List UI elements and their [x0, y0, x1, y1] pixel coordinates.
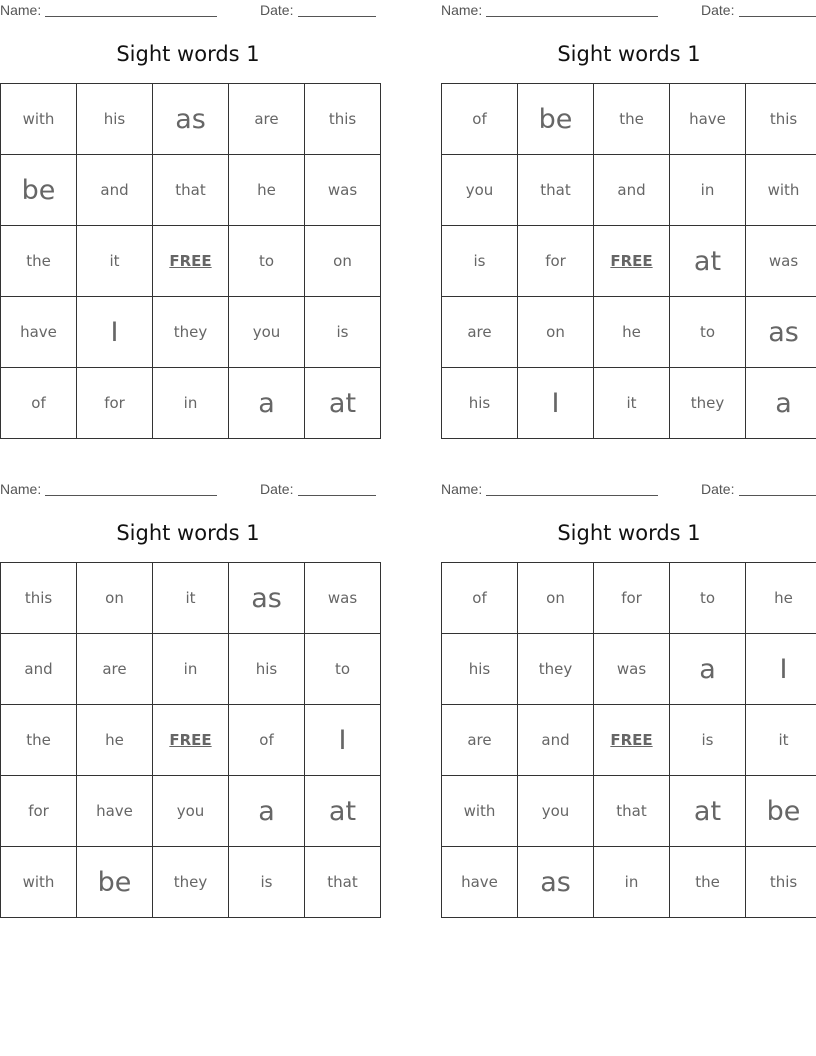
grid-row: [1, 226, 381, 297]
grid-cell: a: [229, 776, 305, 847]
grid-cell: his: [229, 634, 305, 705]
grid-cell: was: [305, 563, 381, 634]
grid-cell: you: [442, 155, 518, 226]
grid-cell: of: [229, 705, 305, 776]
name-date-header: [441, 0, 816, 22]
name-label: Name:: [0, 481, 42, 497]
grid-cell: you: [229, 297, 305, 368]
grid-cell: in: [153, 634, 229, 705]
grid-cell: his: [442, 368, 518, 439]
grid-cell: his: [442, 634, 518, 705]
card-title: Sight words 1: [557, 521, 701, 545]
name-label: Name:: [441, 2, 483, 18]
grid-cell: and: [77, 155, 153, 226]
grid-cell: it: [594, 368, 670, 439]
grid-cell: I: [746, 634, 816, 705]
grid-cell: that: [153, 155, 229, 226]
bingo-card-3: [0, 479, 376, 919]
grid-cell: the: [1, 226, 77, 297]
grid-cell: for: [594, 563, 670, 634]
name-line: [486, 16, 658, 17]
grid-row: [1, 634, 381, 705]
grid-row: [442, 847, 816, 918]
free-space-cell: FREE: [153, 705, 229, 776]
grid-cell: he: [229, 155, 305, 226]
grid-cell: at: [305, 368, 381, 439]
grid-cell: to: [229, 226, 305, 297]
grid-row: [442, 776, 816, 847]
grid-cell: as: [153, 84, 229, 155]
grid-cell: the: [670, 847, 746, 918]
grid-cell: and: [518, 705, 594, 776]
grid-cell: on: [518, 297, 594, 368]
grid-cell: they: [153, 297, 229, 368]
grid-row: [1, 155, 381, 226]
grid-cell: for: [1, 776, 77, 847]
name-line: [486, 495, 658, 496]
grid-cell: as: [518, 847, 594, 918]
date-label: Date:: [260, 2, 294, 18]
grid-cell: I: [518, 368, 594, 439]
grid-cell: for: [518, 226, 594, 297]
name-label: Name:: [0, 2, 42, 18]
grid-cell: was: [746, 226, 816, 297]
grid-cell: this: [746, 847, 816, 918]
grid-cell: with: [746, 155, 816, 226]
grid-cell: a: [229, 368, 305, 439]
grid-cell: this: [746, 84, 816, 155]
grid-cell: they: [153, 847, 229, 918]
name-date-header: [441, 479, 816, 501]
free-space-cell: FREE: [594, 705, 670, 776]
grid-cell: be: [1, 155, 77, 226]
grid-cell: are: [442, 297, 518, 368]
grid-cell: are: [442, 705, 518, 776]
grid-row: [1, 776, 381, 847]
grid-row: [442, 563, 816, 634]
grid-cell: that: [518, 155, 594, 226]
grid-row: [1, 297, 381, 368]
grid-cell: with: [1, 84, 77, 155]
grid-row: [1, 847, 381, 918]
grid-cell: of: [442, 84, 518, 155]
bingo-card-4: [441, 479, 816, 919]
bingo-grid: [441, 83, 816, 439]
grid-cell: they: [518, 634, 594, 705]
name-date-header: [0, 0, 376, 22]
grid-cell: that: [594, 776, 670, 847]
date-label: Date:: [701, 481, 735, 497]
grid-cell: the: [1, 705, 77, 776]
grid-cell: in: [594, 847, 670, 918]
card-title: Sight words 1: [116, 42, 260, 66]
grid-cell: is: [229, 847, 305, 918]
grid-cell: have: [670, 84, 746, 155]
grid-row: [442, 368, 816, 439]
grid-cell: I: [305, 705, 381, 776]
grid-cell: he: [77, 705, 153, 776]
grid-cell: is: [442, 226, 518, 297]
grid-row: [1, 84, 381, 155]
grid-row: [1, 368, 381, 439]
grid-cell: on: [518, 563, 594, 634]
grid-row: [442, 226, 816, 297]
grid-cell: is: [670, 705, 746, 776]
grid-cell: to: [305, 634, 381, 705]
grid-row: [442, 155, 816, 226]
grid-cell: have: [442, 847, 518, 918]
grid-cell: have: [1, 297, 77, 368]
grid-cell: be: [518, 84, 594, 155]
grid-cell: the: [594, 84, 670, 155]
date-label: Date:: [260, 481, 294, 497]
grid-cell: to: [670, 297, 746, 368]
free-space-cell: FREE: [594, 226, 670, 297]
grid-cell: you: [153, 776, 229, 847]
grid-row: [442, 84, 816, 155]
grid-cell: at: [305, 776, 381, 847]
grid-cell: I: [77, 297, 153, 368]
grid-row: [442, 297, 816, 368]
name-date-header: [0, 479, 376, 501]
grid-cell: it: [153, 563, 229, 634]
date-line: [298, 16, 376, 17]
grid-cell: have: [77, 776, 153, 847]
grid-row: [442, 634, 816, 705]
grid-cell: it: [746, 705, 816, 776]
grid-cell: and: [594, 155, 670, 226]
grid-cell: his: [77, 84, 153, 155]
grid-cell: for: [77, 368, 153, 439]
grid-cell: at: [670, 226, 746, 297]
card-title: Sight words 1: [116, 521, 260, 545]
grid-row: [1, 705, 381, 776]
grid-cell: was: [594, 634, 670, 705]
date-line: [739, 16, 816, 17]
grid-row: [1, 563, 381, 634]
grid-cell: to: [670, 563, 746, 634]
bingo-card-1: [0, 0, 376, 440]
grid-cell: of: [1, 368, 77, 439]
grid-cell: he: [594, 297, 670, 368]
grid-cell: as: [229, 563, 305, 634]
grid-cell: be: [77, 847, 153, 918]
grid-cell: that: [305, 847, 381, 918]
grid-cell: and: [1, 634, 77, 705]
grid-cell: in: [153, 368, 229, 439]
grid-cell: on: [77, 563, 153, 634]
name-line: [45, 16, 217, 17]
grid-cell: this: [305, 84, 381, 155]
grid-cell: are: [77, 634, 153, 705]
grid-row: [442, 705, 816, 776]
date-line: [298, 495, 376, 496]
grid-cell: with: [1, 847, 77, 918]
grid-cell: with: [442, 776, 518, 847]
grid-cell: was: [305, 155, 381, 226]
name-label: Name:: [441, 481, 483, 497]
bingo-grid: [0, 562, 381, 918]
bingo-grid: [441, 562, 816, 918]
date-line: [739, 495, 816, 496]
grid-cell: as: [746, 297, 816, 368]
grid-cell: on: [305, 226, 381, 297]
grid-cell: in: [670, 155, 746, 226]
grid-cell: they: [670, 368, 746, 439]
free-space-cell: FREE: [153, 226, 229, 297]
grid-cell: is: [305, 297, 381, 368]
grid-cell: this: [1, 563, 77, 634]
grid-cell: a: [746, 368, 816, 439]
grid-cell: it: [77, 226, 153, 297]
grid-cell: a: [670, 634, 746, 705]
grid-cell: you: [518, 776, 594, 847]
bingo-grid: [0, 83, 381, 439]
grid-cell: are: [229, 84, 305, 155]
bingo-card-2: [441, 0, 816, 440]
date-label: Date:: [701, 2, 735, 18]
grid-cell: at: [670, 776, 746, 847]
name-line: [45, 495, 217, 496]
grid-cell: he: [746, 563, 816, 634]
grid-cell: of: [442, 563, 518, 634]
card-title: Sight words 1: [557, 42, 701, 66]
grid-cell: be: [746, 776, 816, 847]
